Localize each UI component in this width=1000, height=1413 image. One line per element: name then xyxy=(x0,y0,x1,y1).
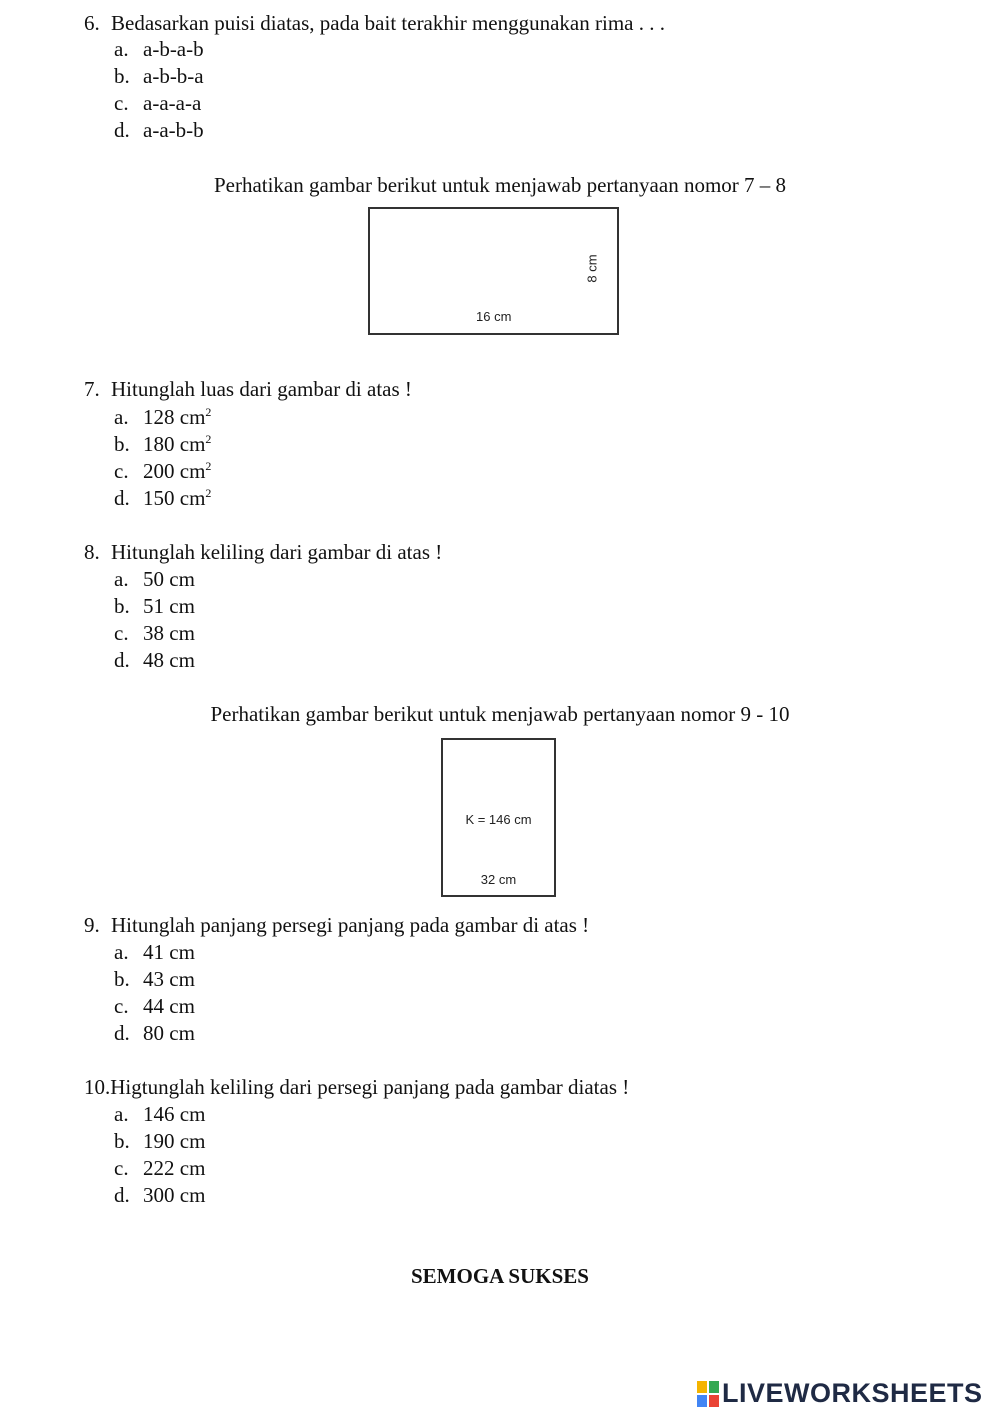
option-text: 146 cm xyxy=(143,1102,206,1126)
option-9c[interactable] xyxy=(114,993,195,1020)
closing-text: SEMOGA SUKSES xyxy=(411,1264,589,1288)
instruction-7-8: Perhatikan gambar berikut untuk menjawab pertanyaan nomor 7 – 8 xyxy=(213,173,787,197)
option-text: 51 cm xyxy=(143,594,195,618)
question-number: 9. xyxy=(84,913,100,937)
option-6a[interactable] xyxy=(114,36,204,63)
option-6c[interactable] xyxy=(114,90,201,117)
option-letter: d. xyxy=(114,118,130,142)
option-10b[interactable] xyxy=(114,1128,205,1155)
option-text: 48 cm xyxy=(143,648,195,672)
option-text: 128 cm xyxy=(143,405,206,429)
option-text: a-b-a-b xyxy=(143,37,204,61)
question-7 xyxy=(84,376,412,403)
question-text: Higtunglah keliling dari persegi panjang pada gambar diatas ! xyxy=(110,1075,630,1099)
option-6d[interactable] xyxy=(114,117,204,144)
option-letter: c. xyxy=(114,994,129,1018)
option-10c[interactable] xyxy=(114,1155,205,1182)
option-letter: d. xyxy=(114,1183,130,1207)
option-text: 50 cm xyxy=(143,567,195,591)
option-text: 43 cm xyxy=(143,967,195,991)
width-label: 16 cm xyxy=(476,309,512,324)
option-letter: d. xyxy=(114,486,130,510)
question-10 xyxy=(84,1074,629,1101)
question-8 xyxy=(84,539,442,566)
option-letter: c. xyxy=(114,91,129,115)
option-text: 222 cm xyxy=(143,1156,206,1180)
width-label: 32 cm xyxy=(480,872,517,887)
height-label: 8 cm xyxy=(584,254,600,283)
option-10d[interactable] xyxy=(114,1182,205,1209)
rectangle-figure-2 xyxy=(441,738,556,897)
question-text: Hitunglah luas dari gambar di atas ! xyxy=(111,377,412,401)
rectangle-figure-1 xyxy=(368,207,619,335)
option-6b[interactable] xyxy=(114,63,204,90)
question-text: Hitunglah keliling dari gambar di atas ! xyxy=(111,540,443,564)
liveworksheets-logo-icon xyxy=(697,1381,719,1407)
option-letter: b. xyxy=(114,64,130,88)
instruction-9-10: Perhatikan gambar berikut untuk menjawab pertanyaan nomor 9 - 10 xyxy=(210,702,790,726)
option-text: 80 cm xyxy=(143,1021,195,1045)
option-7b[interactable] xyxy=(114,431,211,458)
option-text: a-a-a-a xyxy=(143,91,202,115)
option-letter: a. xyxy=(114,567,129,591)
option-8b[interactable] xyxy=(114,593,195,620)
option-letter: c. xyxy=(114,459,129,483)
question-text: Hitunglah panjang persegi panjang pada gambar di atas ! xyxy=(111,913,590,937)
option-text: 38 cm xyxy=(143,621,195,645)
superscript: 2 xyxy=(205,486,212,500)
option-letter: a. xyxy=(114,405,129,429)
option-letter: b. xyxy=(114,432,130,456)
option-letter: a. xyxy=(114,1102,129,1126)
option-7d[interactable] xyxy=(114,485,211,512)
superscript: 2 xyxy=(205,432,212,446)
question-number: 8. xyxy=(84,540,100,564)
option-letter: b. xyxy=(114,594,130,618)
option-9b[interactable] xyxy=(114,966,195,993)
option-text: 44 cm xyxy=(143,994,195,1018)
option-letter: a. xyxy=(114,940,129,964)
question-6 xyxy=(84,10,665,37)
option-8c[interactable] xyxy=(114,620,195,647)
option-text: 190 cm xyxy=(143,1129,206,1153)
option-letter: c. xyxy=(114,1156,129,1180)
option-letter: b. xyxy=(114,1129,130,1153)
brand-name: LIVEWORKSHEETS xyxy=(722,1378,983,1408)
option-text: 180 cm xyxy=(143,432,206,456)
option-letter: b. xyxy=(114,967,130,991)
option-letter: c. xyxy=(114,621,129,645)
question-9 xyxy=(84,912,589,939)
question-number: 7. xyxy=(84,377,100,401)
option-letter: d. xyxy=(114,648,130,672)
liveworksheets-brand[interactable] xyxy=(697,1378,983,1409)
option-text: a-b-b-a xyxy=(143,64,204,88)
perimeter-label: K = 146 cm xyxy=(465,812,532,827)
option-9d[interactable] xyxy=(114,1020,195,1047)
option-text: a-a-b-b xyxy=(143,118,204,142)
option-9a[interactable] xyxy=(114,939,195,966)
question-number: 6. xyxy=(84,11,100,35)
question-number: 10. xyxy=(84,1075,111,1099)
option-8a[interactable] xyxy=(114,566,195,593)
option-7c[interactable] xyxy=(114,458,211,485)
option-letter: a. xyxy=(114,37,129,61)
option-7a[interactable] xyxy=(114,404,211,431)
question-text: Bedasarkan puisi diatas, pada bait terakhir menggunakan rima . . . xyxy=(111,11,665,35)
option-text: 200 cm xyxy=(143,459,206,483)
superscript: 2 xyxy=(205,459,212,473)
option-text: 300 cm xyxy=(143,1183,206,1207)
option-text: 150 cm xyxy=(143,486,206,510)
option-text: 41 cm xyxy=(143,940,195,964)
option-10a[interactable] xyxy=(114,1101,205,1128)
superscript: 2 xyxy=(205,405,212,419)
option-letter: d. xyxy=(114,1021,130,1045)
option-8d[interactable] xyxy=(114,647,195,674)
